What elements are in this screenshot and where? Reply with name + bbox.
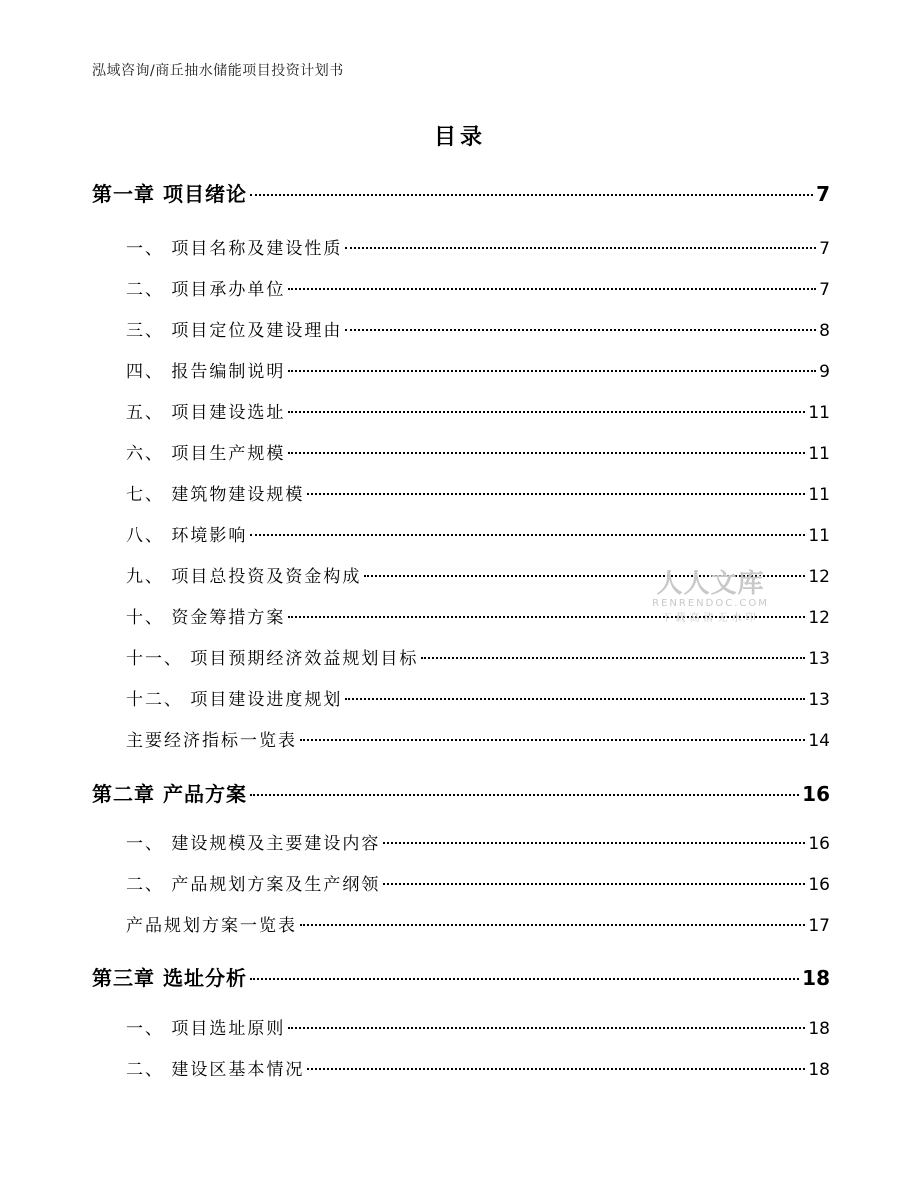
dot-leader [250,978,799,980]
toc-entry-page: 11 [808,526,830,546]
toc-entry[interactable] [92,870,830,895]
toc-entry[interactable] [92,357,830,382]
toc-entry-label: 九、 项目总投资及资金构成 [126,567,362,587]
toc-entry[interactable] [92,829,830,854]
watermark-slogan: 下载高清无水印 [661,613,760,624]
toc-entry-label: 十、 资金筹措方案 [126,608,286,628]
toc-entry-label: 一、 建设规模及主要建设内容 [126,834,381,854]
toc-entry-label: 七、 建筑物建设规模 [126,485,305,505]
dot-leader [307,1068,805,1070]
dot-leader [250,534,805,536]
dot-leader [383,883,805,885]
dot-leader [288,411,805,413]
toc-entry[interactable] [92,1014,830,1039]
toc-entry[interactable] [92,911,830,936]
dot-leader [300,924,805,926]
toc-entry[interactable] [92,778,830,807]
toc-entry-page: 17 [808,916,830,936]
toc-entry[interactable] [92,962,830,991]
toc-entry-page: 9 [819,362,830,382]
toc-entry[interactable] [92,480,830,505]
running-header: 泓域咨询/商丘抽水储能项目投资计划书 [92,63,344,79]
toc-entry-label: 十一、 项目预期经济效益规划目标 [126,649,419,669]
toc-entry-page: 8 [819,321,830,341]
toc-entry-page: 18 [808,1060,830,1080]
toc-entry-page: 13 [808,649,830,669]
toc-entry-label: 二、 项目承办单位 [126,280,286,300]
toc-entry-page: 11 [808,403,830,423]
toc-entry[interactable] [92,644,830,669]
dot-leader [250,194,813,196]
toc-entry-label: 一、 项目选址原则 [126,1019,286,1039]
toc-entry-page: 12 [808,567,830,587]
toc-entry-page: 7 [816,182,830,206]
page-title: 目录 [433,125,486,150]
toc-entry[interactable] [92,316,830,341]
toc-entry[interactable] [92,234,830,259]
toc-entry-label: 二、 产品规划方案及生产纲领 [126,875,381,895]
toc-entry-label: 一、 项目名称及建设性质 [126,239,343,259]
watermark-url: RENRENDOC.COM [652,598,769,609]
dot-leader [345,247,816,249]
toc-entry[interactable] [92,685,830,710]
toc-entry[interactable] [92,178,830,207]
toc-entry-page: 12 [808,608,830,628]
dot-leader [345,329,816,331]
toc-entry[interactable] [92,398,830,423]
toc-entry-label: 六、 项目生产规模 [126,444,286,464]
dot-leader [307,493,805,495]
toc-entry-page: 7 [819,280,830,300]
toc-entry-page: 16 [808,875,830,895]
toc-entry-label: 八、 环境影响 [126,526,248,546]
toc-entry-label: 第三章 选址分析 [92,966,247,990]
toc-entry-label: 五、 项目建设选址 [126,403,286,423]
toc-entry[interactable] [92,521,830,546]
toc-entry-page: 13 [808,690,830,710]
dot-leader [288,370,816,372]
toc-entry-page: 18 [802,966,830,990]
toc-entry-page: 11 [808,444,830,464]
toc-entry-label: 产品规划方案一览表 [126,916,297,936]
toc-entry-page: 7 [819,239,830,259]
toc-entry-page: 14 [808,731,830,751]
dot-leader [345,698,805,700]
toc-entry-label: 第一章 项目绪论 [92,182,247,206]
toc-entry[interactable] [92,726,830,751]
dot-leader [383,842,805,844]
toc-entry-label: 四、 报告编制说明 [126,362,286,382]
toc-entry[interactable] [92,275,830,300]
toc-entry-label: 二、 建设区基本情况 [126,1060,305,1080]
dot-leader [421,657,805,659]
dot-leader [288,452,805,454]
toc-entry[interactable] [92,439,830,464]
toc-entry-label: 第二章 产品方案 [92,782,247,806]
toc-entry[interactable] [92,1055,830,1080]
watermark [648,563,773,624]
dot-leader [300,739,805,741]
watermark-title: 人人文库 [656,569,765,599]
toc-entry-label: 主要经济指标一览表 [126,731,297,751]
toc-entry-page: 11 [808,485,830,505]
toc-entry-label: 十二、 项目建设进度规划 [126,690,343,710]
toc-entry-page: 18 [808,1019,830,1039]
toc-entry-label: 三、 项目定位及建设理由 [126,321,343,341]
dot-leader [288,288,816,290]
dot-leader [250,794,799,796]
toc-entry-page: 16 [808,834,830,854]
toc-entry-page: 16 [802,782,830,806]
dot-leader [288,1027,805,1029]
